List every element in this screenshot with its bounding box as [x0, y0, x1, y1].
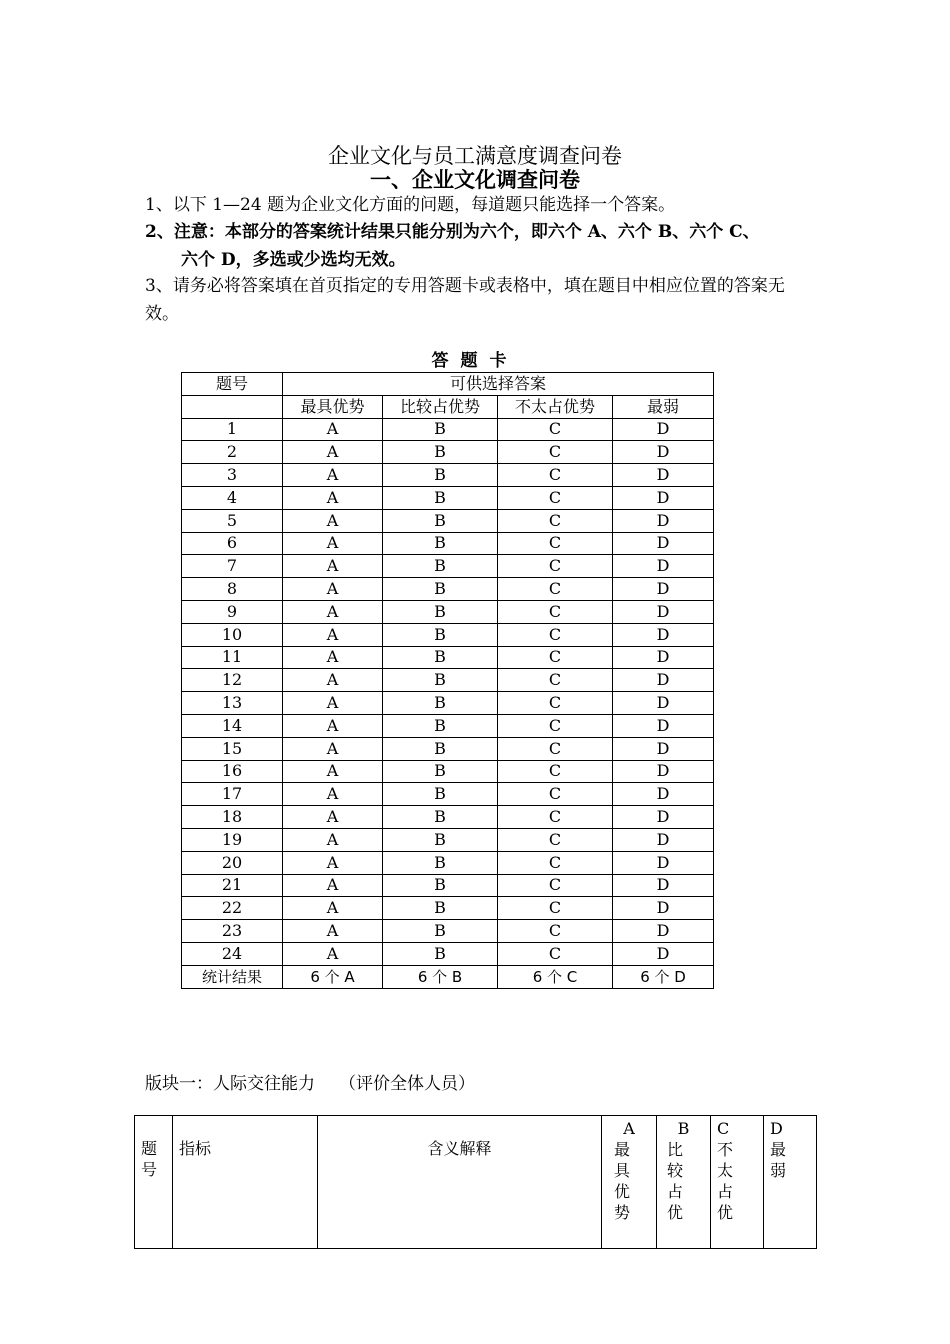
- block-col-indicator: 指标: [173, 1116, 318, 1249]
- card-subheader-empty: [182, 395, 283, 418]
- card-cell-b: B: [383, 555, 498, 578]
- card-header-no: 题号: [182, 373, 283, 396]
- card-cell-no: 11: [182, 646, 283, 669]
- card-row: [182, 555, 714, 578]
- card-cell-a: A: [283, 760, 383, 783]
- card-row: [182, 806, 714, 829]
- block-col-b-letter: B: [677, 1119, 690, 1138]
- block-col-d-letter: D: [770, 1119, 783, 1138]
- card-cell-c: C: [498, 897, 613, 920]
- instruction-1: 1、以下 1—24 题为企业文化方面的问题，每道题只能选择一个答案。: [145, 195, 676, 215]
- card-cell-d: D: [613, 669, 714, 692]
- card-cell-no: 19: [182, 828, 283, 851]
- card-header-row: [182, 373, 714, 396]
- card-cell-c: C: [498, 555, 613, 578]
- card-cell-c: C: [498, 669, 613, 692]
- block-col-a-text: 最具优势: [614, 1140, 631, 1222]
- card-cell-no: 3: [182, 464, 283, 487]
- card-cell-d: D: [613, 464, 714, 487]
- instruction-3: 3、请务必将答案填在首页指定的专用答题卡或表格中，填在题目中相应位置的答案无效。: [145, 276, 785, 324]
- card-cell-b: B: [383, 874, 498, 897]
- card-cell-no: 22: [182, 897, 283, 920]
- card-cell-a: A: [283, 646, 383, 669]
- card-row: [182, 851, 714, 874]
- card-cell-b: B: [383, 464, 498, 487]
- card-cell-a: A: [283, 828, 383, 851]
- card-cell-a: A: [283, 920, 383, 943]
- block-header-row: [135, 1116, 817, 1249]
- card-cell-no: 7: [182, 555, 283, 578]
- card-cell-c: C: [498, 509, 613, 532]
- card-cell-no: 20: [182, 851, 283, 874]
- card-subheader-b: 比较占优势: [383, 395, 498, 418]
- card-cell-b: B: [383, 623, 498, 646]
- card-row: [182, 509, 714, 532]
- card-cell-no: 1: [182, 418, 283, 441]
- card-subheader-a: 最具优势: [283, 395, 383, 418]
- card-cell-no: 24: [182, 942, 283, 965]
- card-cell-d: D: [613, 623, 714, 646]
- card-cell-a: A: [283, 555, 383, 578]
- card-row: [182, 783, 714, 806]
- card-cell-b: B: [383, 828, 498, 851]
- card-cell-b: B: [383, 532, 498, 555]
- card-row: [182, 874, 714, 897]
- card-cell-c: C: [498, 828, 613, 851]
- card-subheader-d: 最弱: [613, 395, 714, 418]
- section-title: 版块一：人际交往能力: [145, 1074, 315, 1094]
- card-cell-b: B: [383, 783, 498, 806]
- block-col-c-text: 不太占优: [717, 1140, 734, 1222]
- card-cell-no: 5: [182, 509, 283, 532]
- section-heading: [145, 1072, 475, 1096]
- card-cell-no: 13: [182, 692, 283, 715]
- block-one-table: [134, 1115, 817, 1249]
- card-cell-no: 2: [182, 441, 283, 464]
- block-col-a: [602, 1116, 657, 1249]
- card-row: [182, 441, 714, 464]
- block-col-no: 题号: [135, 1116, 173, 1249]
- card-cell-d: D: [613, 874, 714, 897]
- card-cell-c: C: [498, 418, 613, 441]
- card-cell-b: B: [383, 441, 498, 464]
- card-cell-c: C: [498, 532, 613, 555]
- card-summary-b: 6 个 B: [383, 965, 498, 988]
- card-cell-a: A: [283, 418, 383, 441]
- card-cell-a: A: [283, 714, 383, 737]
- card-cell-c: C: [498, 783, 613, 806]
- card-cell-a: A: [283, 486, 383, 509]
- card-cell-c: C: [498, 760, 613, 783]
- card-cell-a: A: [283, 623, 383, 646]
- card-cell-d: D: [613, 714, 714, 737]
- card-summary-a: 6 个 A: [283, 965, 383, 988]
- card-cell-a: A: [283, 692, 383, 715]
- card-cell-no: 16: [182, 760, 283, 783]
- card-cell-d: D: [613, 737, 714, 760]
- block-col-d-text: 最弱: [770, 1140, 787, 1180]
- card-cell-no: 18: [182, 806, 283, 829]
- card-cell-a: A: [283, 669, 383, 692]
- card-cell-b: B: [383, 669, 498, 692]
- card-cell-d: D: [613, 486, 714, 509]
- card-cell-d: D: [613, 555, 714, 578]
- doc-title: 企业文化与员工满意度调查问卷: [328, 144, 622, 168]
- card-row: [182, 828, 714, 851]
- card-cell-b: B: [383, 646, 498, 669]
- card-cell-d: D: [613, 692, 714, 715]
- card-cell-d: D: [613, 828, 714, 851]
- card-row: [182, 486, 714, 509]
- card-cell-d: D: [613, 783, 714, 806]
- card-cell-d: D: [613, 942, 714, 965]
- card-summary-label: 统计结果: [182, 965, 283, 988]
- card-cell-b: B: [383, 760, 498, 783]
- instruction-2-line-2: 六个 D，多选或少选均无效。: [181, 250, 406, 270]
- card-row: [182, 692, 714, 715]
- card-cell-d: D: [613, 418, 714, 441]
- card-cell-b: B: [383, 486, 498, 509]
- card-cell-c: C: [498, 692, 613, 715]
- card-header-choices: 可供选择答案: [283, 373, 714, 396]
- card-row: [182, 737, 714, 760]
- card-cell-no: 14: [182, 714, 283, 737]
- card-row: [182, 418, 714, 441]
- card-cell-no: 12: [182, 669, 283, 692]
- card-row: [182, 714, 714, 737]
- block-col-b: [657, 1116, 711, 1249]
- card-cell-c: C: [498, 578, 613, 601]
- card-cell-c: C: [498, 806, 613, 829]
- card-subheader-c: 不太占优势: [498, 395, 613, 418]
- card-cell-a: A: [283, 783, 383, 806]
- block-col-c-letter: C: [717, 1119, 730, 1138]
- card-cell-c: C: [498, 441, 613, 464]
- card-cell-c: C: [498, 737, 613, 760]
- card-cell-a: A: [283, 806, 383, 829]
- card-cell-c: C: [498, 600, 613, 623]
- card-cell-b: B: [383, 920, 498, 943]
- card-cell-no: 10: [182, 623, 283, 646]
- card-cell-no: 6: [182, 532, 283, 555]
- card-cell-a: A: [283, 578, 383, 601]
- card-cell-b: B: [383, 851, 498, 874]
- card-cell-d: D: [613, 851, 714, 874]
- instruction-2-line-1: 2、注意：本部分的答案统计结果只能分别为六个，即六个 A、六个 B、六个 C、: [145, 222, 760, 242]
- card-cell-d: D: [613, 509, 714, 532]
- card-cell-c: C: [498, 464, 613, 487]
- card-row: [182, 897, 714, 920]
- card-row: [182, 669, 714, 692]
- card-cell-b: B: [383, 578, 498, 601]
- card-cell-c: C: [498, 851, 613, 874]
- card-cell-a: A: [283, 464, 383, 487]
- instruction-2: [145, 218, 815, 274]
- card-cell-no: 4: [182, 486, 283, 509]
- card-cell-a: A: [283, 600, 383, 623]
- card-cell-b: B: [383, 418, 498, 441]
- card-cell-a: A: [283, 874, 383, 897]
- section-scope: （评价全体人员）: [339, 1074, 475, 1094]
- card-cell-d: D: [613, 760, 714, 783]
- card-row: [182, 600, 714, 623]
- card-cell-no: 17: [182, 783, 283, 806]
- card-cell-c: C: [498, 942, 613, 965]
- card-cell-c: C: [498, 486, 613, 509]
- card-cell-b: B: [383, 509, 498, 532]
- card-cell-d: D: [613, 920, 714, 943]
- answer-card-table: [181, 372, 714, 989]
- card-row: [182, 623, 714, 646]
- block-col-meaning: 含义解释: [318, 1116, 602, 1249]
- card-summary-c: 6 个 C: [498, 965, 613, 988]
- card-cell-b: B: [383, 692, 498, 715]
- card-cell-a: A: [283, 942, 383, 965]
- card-cell-a: A: [283, 851, 383, 874]
- card-subheader-row: [182, 395, 714, 418]
- card-cell-b: B: [383, 942, 498, 965]
- card-summary-row: [182, 965, 714, 988]
- card-cell-b: B: [383, 714, 498, 737]
- block-col-d: [764, 1116, 817, 1249]
- card-cell-no: 9: [182, 600, 283, 623]
- card-cell-a: A: [283, 441, 383, 464]
- card-cell-d: D: [613, 532, 714, 555]
- card-cell-a: A: [283, 897, 383, 920]
- card-row: [182, 646, 714, 669]
- card-cell-d: D: [613, 646, 714, 669]
- card-cell-d: D: [613, 600, 714, 623]
- card-cell-a: A: [283, 509, 383, 532]
- card-cell-d: D: [613, 806, 714, 829]
- card-cell-a: A: [283, 532, 383, 555]
- card-summary-d: 6 个 D: [613, 965, 714, 988]
- block-col-a-letter: A: [623, 1119, 635, 1138]
- card-row: [182, 760, 714, 783]
- card-cell-c: C: [498, 714, 613, 737]
- card-cell-c: C: [498, 646, 613, 669]
- block-col-b-text: 比较占优: [667, 1140, 684, 1222]
- card-cell-b: B: [383, 600, 498, 623]
- card-row: [182, 532, 714, 555]
- card-cell-d: D: [613, 897, 714, 920]
- answer-card-title: 答题卡: [431, 351, 519, 371]
- card-cell-c: C: [498, 920, 613, 943]
- card-cell-d: D: [613, 578, 714, 601]
- doc-subtitle: 一、企业文化调查问卷: [370, 167, 580, 192]
- card-cell-no: 15: [182, 737, 283, 760]
- card-cell-c: C: [498, 874, 613, 897]
- card-cell-no: 21: [182, 874, 283, 897]
- card-row: [182, 578, 714, 601]
- card-cell-b: B: [383, 806, 498, 829]
- card-cell-b: B: [383, 897, 498, 920]
- card-cell-c: C: [498, 623, 613, 646]
- card-cell-no: 8: [182, 578, 283, 601]
- card-cell-no: 23: [182, 920, 283, 943]
- card-row: [182, 920, 714, 943]
- block-col-c: [711, 1116, 764, 1249]
- card-cell-b: B: [383, 737, 498, 760]
- card-cell-a: A: [283, 737, 383, 760]
- card-cell-d: D: [613, 441, 714, 464]
- card-row: [182, 464, 714, 487]
- card-row: [182, 942, 714, 965]
